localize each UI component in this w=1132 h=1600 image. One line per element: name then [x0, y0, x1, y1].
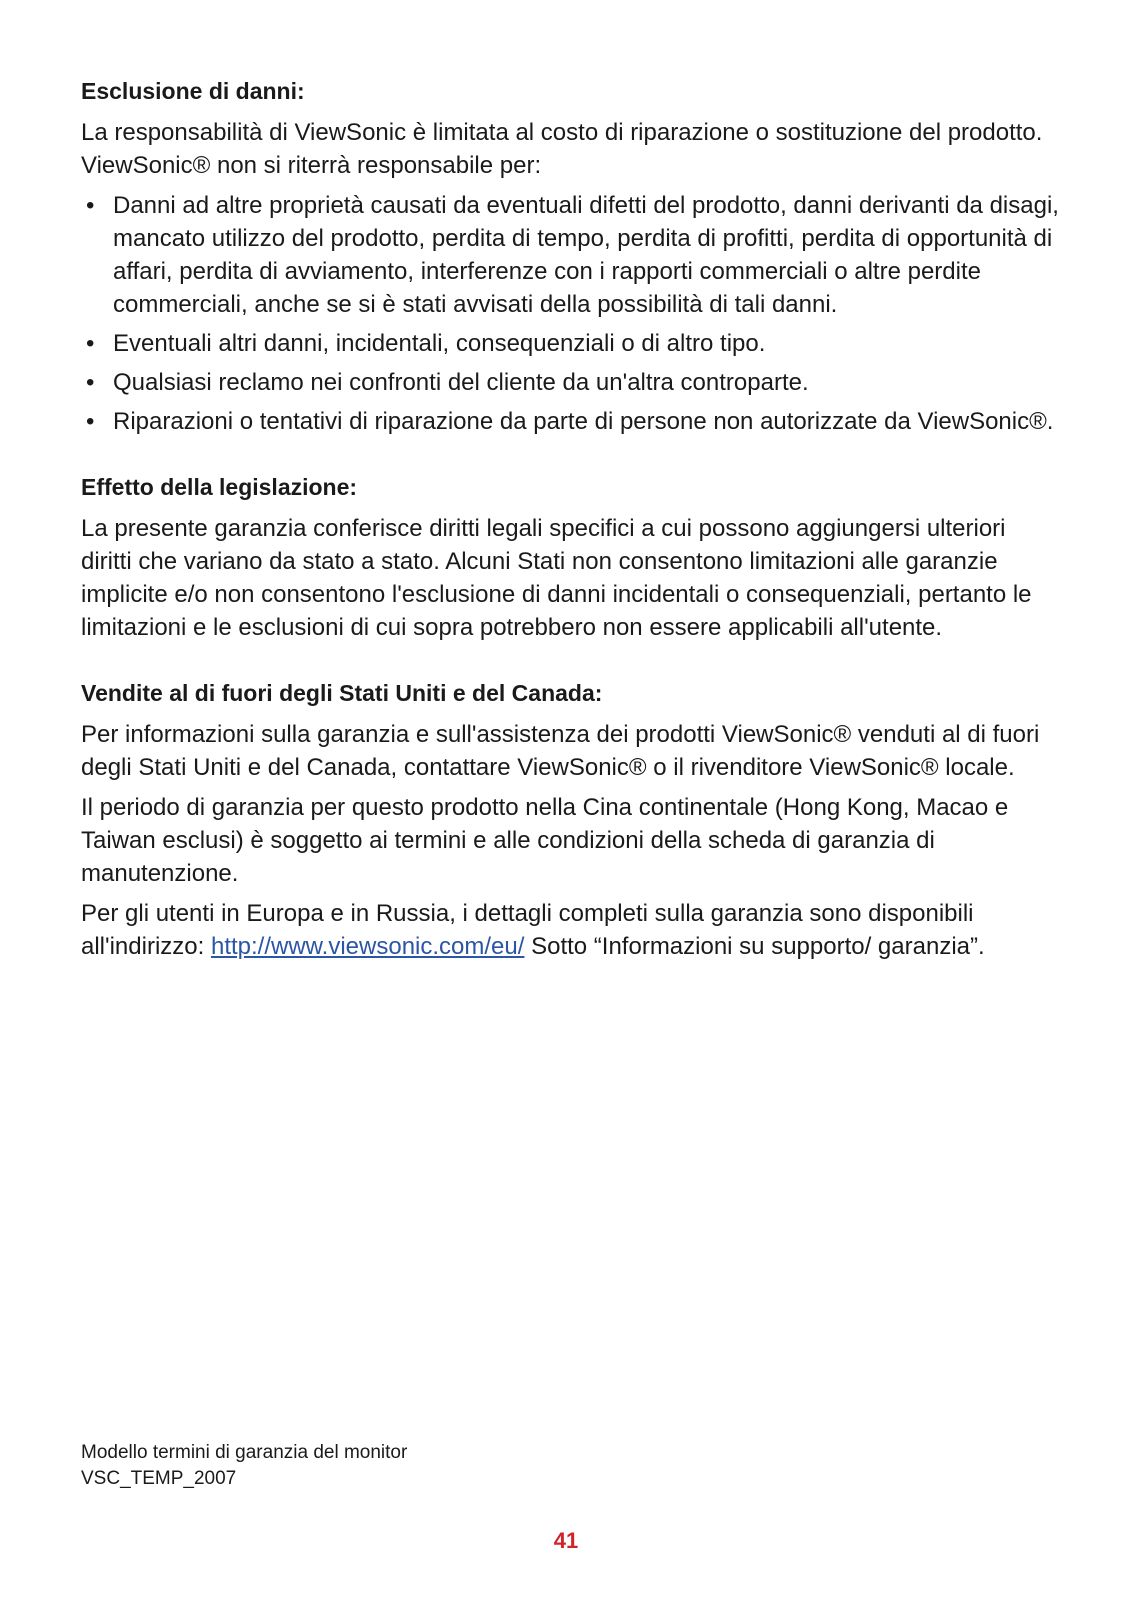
paragraph-text: Per gli utenti in Europa e in Russia, i dettagli completi sulla garanzia sono disponibili all'indirizzo: — [81, 900, 974, 960]
section-damage-exclusion — [81, 76, 1061, 438]
section-outside-us-canada — [81, 678, 1061, 963]
list-item — [81, 189, 1061, 321]
viewsonic-eu-link[interactable]: http://www.viewsonic.com/eu/ — [210, 933, 525, 960]
section-paragraph: Per informazioni sulla garanzia e sull'assistenza dei prodotti ViewSonic® venduti al di fuori degli Stati Uniti e del Canada, contattare ViewSonic® o il rivenditore ViewSonic® locale. — [81, 721, 1040, 781]
page-footer — [81, 1440, 407, 1492]
bullet-icon: • — [86, 369, 95, 396]
list-item-text: Qualsiasi reclamo nei confronti del cliente da un'altra controparte. — [113, 369, 809, 396]
paragraph-text: Sotto “Informazioni su supporto/ garanzia”. — [524, 933, 985, 960]
section-heading: Effetto della legislazione: — [81, 474, 358, 500]
list-item — [81, 366, 1061, 399]
exclusion-list — [81, 189, 1061, 438]
section-body: La presente garanzia conferisce diritti legali specifici a cui possono aggiungersi ulteriori diritti che variano da stato a stato. Alcuni Stati non consentono limitazioni alle garanzie implicite e/o non consentono l'esclusione di danni incidentali o consequenziali, pertanto le limitazioni e le esclusioni di cui sopra potrebbero non essere applicabili all'utente. — [81, 515, 1032, 641]
list-item-text: Riparazioni o tentativi di riparazione da parte di persone non autorizzate da ViewSonic®. — [113, 408, 1054, 435]
footer-document-title: Modello termini di garanzia del monitor — [81, 1442, 408, 1463]
bullet-icon: • — [86, 192, 95, 219]
section-paragraph: Il periodo di garanzia per questo prodotto nella Cina continentale (Hong Kong, Macao e Taiwan esclusi) è soggetto ai termini e alle condizioni della scheda di garanzia di manutenzione. — [81, 794, 1009, 887]
page-number: 41 — [553, 1528, 579, 1553]
list-item — [81, 405, 1061, 438]
footer-document-code: VSC_TEMP_2007 — [81, 1468, 237, 1489]
list-item — [81, 327, 1061, 360]
bullet-icon: • — [86, 330, 95, 357]
list-item-text: Eventuali altri danni, incidentali, consequenziali o di altro tipo. — [113, 330, 766, 357]
list-item-text: Danni ad altre proprietà causati da eventuali difetti del prodotto, danni derivanti da disagi, mancato utilizzo del prodotto, perdita di tempo, perdita di profitti, perdita di opportunità di affari, perdita di avviamento, interferenze con i rapporti commerciali o altre perdite commerciali, anche se si è stati avvisati della possibilità di tali danni. — [113, 192, 1059, 318]
section-heading: Vendite al di fuori degli Stati Uniti e del Canada: — [81, 680, 603, 706]
bullet-icon: • — [86, 408, 95, 435]
section-paragraph-with-link — [81, 897, 1061, 963]
section-intro: La responsabilità di ViewSonic è limitata al costo di riparazione o sostituzione del prodotto. ViewSonic® non si riterrà responsabile per: — [81, 119, 1043, 179]
page-content — [81, 76, 1061, 997]
section-legislation-effect — [81, 472, 1061, 644]
section-heading: Esclusione di danni: — [81, 78, 305, 104]
